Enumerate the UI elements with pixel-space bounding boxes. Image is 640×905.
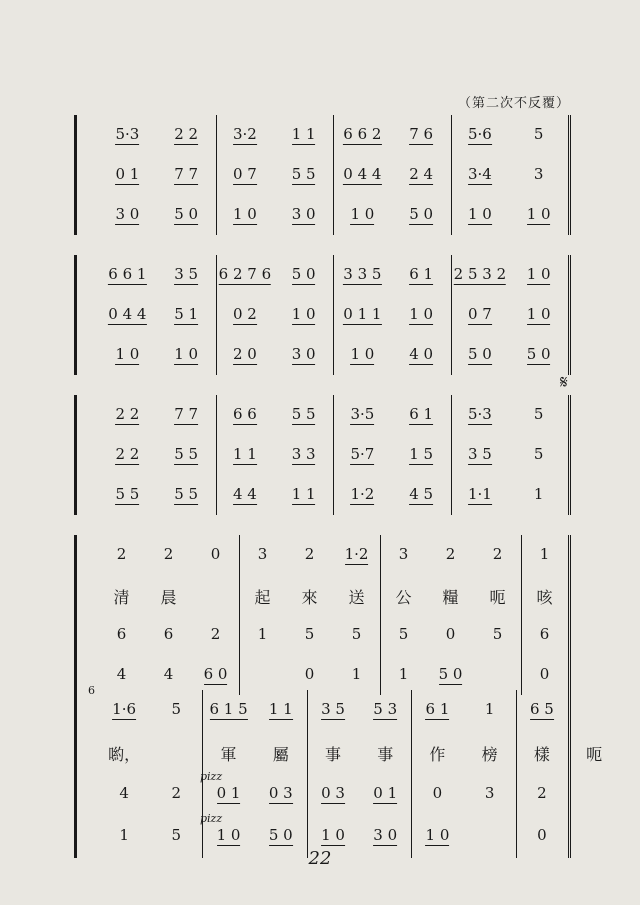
note-group: 1 bbox=[257, 625, 268, 643]
bar-line bbox=[307, 690, 308, 858]
note-group: 6 6 2 bbox=[343, 125, 382, 143]
note-group: 1·2 bbox=[350, 485, 375, 503]
note-group: 5 0 bbox=[438, 665, 463, 683]
score-system-4 bbox=[74, 535, 574, 695]
note-group: 5 0 bbox=[291, 265, 316, 283]
staff-row bbox=[74, 774, 574, 816]
score-system-2 bbox=[74, 255, 574, 375]
note-group: 0 1 bbox=[216, 784, 241, 802]
note-group: 3 5 bbox=[321, 700, 345, 718]
system-brace bbox=[74, 690, 82, 732]
final-bar-line bbox=[568, 115, 571, 235]
note-group: 1 bbox=[351, 665, 362, 683]
system-brace bbox=[74, 475, 82, 515]
note-group: 1 0 bbox=[350, 345, 375, 363]
note-group: 5 1 bbox=[174, 305, 199, 323]
note-group: 5 bbox=[304, 625, 315, 643]
bar-line bbox=[451, 395, 452, 515]
note-group: 2 bbox=[210, 625, 221, 643]
note-group: 5 bbox=[533, 405, 544, 423]
note-group: 1 1 bbox=[268, 700, 293, 718]
note-group: 5 0 bbox=[409, 205, 434, 223]
note-group: 3 3 5 bbox=[343, 265, 382, 283]
bar-line bbox=[451, 115, 452, 235]
staff-row bbox=[74, 295, 574, 335]
bar-line bbox=[411, 690, 412, 858]
note-group: 5 bbox=[533, 125, 544, 143]
score-system-3 bbox=[74, 395, 574, 515]
note-group: 6 5 bbox=[529, 700, 554, 718]
note-group: 4 5 bbox=[409, 485, 434, 503]
note-group: 2 5 3 2 bbox=[453, 265, 507, 283]
system-brace bbox=[74, 774, 82, 816]
note-group: 2 4 bbox=[409, 165, 434, 183]
note-group: 3 0 bbox=[373, 826, 398, 844]
note-group: 7 7 bbox=[174, 405, 199, 423]
note-group: 1 bbox=[119, 826, 129, 844]
staff-row bbox=[74, 155, 574, 195]
note-group: 5·3 bbox=[467, 405, 492, 423]
score-system-5 bbox=[74, 684, 603, 858]
score-system-1 bbox=[74, 115, 574, 235]
staff-row bbox=[74, 615, 574, 655]
note-group: 3 5 bbox=[174, 265, 199, 283]
bar-line bbox=[216, 115, 217, 235]
performance-remark: （第二次不反覆） bbox=[457, 96, 570, 111]
system-brace bbox=[74, 295, 82, 335]
note-group: 1 5 bbox=[409, 445, 434, 463]
note-group: 3·5 bbox=[350, 405, 375, 423]
lyric-syllable: 送 bbox=[348, 588, 365, 607]
note-group: 4 bbox=[119, 784, 129, 802]
note-group: 0 bbox=[432, 784, 443, 802]
lyric-syllable: 樣 bbox=[533, 745, 550, 764]
staff-row bbox=[74, 335, 574, 375]
note-group: 5 bbox=[398, 625, 409, 643]
note-group: 6 bbox=[539, 625, 550, 643]
system-brace bbox=[74, 615, 82, 655]
note-group: 5·6 bbox=[467, 125, 492, 143]
note-group: 3 0 bbox=[115, 205, 140, 223]
note-group: 6 1 5 bbox=[209, 700, 248, 718]
system-brace bbox=[74, 575, 82, 615]
lyric-syllable: 起 bbox=[254, 588, 271, 607]
note-group: 2 2 bbox=[174, 125, 199, 143]
note-group: 3·2 bbox=[232, 125, 257, 143]
staff-row bbox=[74, 575, 574, 615]
note-group: 0 bbox=[304, 665, 315, 683]
final-bar-line bbox=[568, 395, 571, 515]
note-group: 1 bbox=[533, 485, 544, 503]
note-group: 3 0 bbox=[291, 345, 316, 363]
system-brace bbox=[74, 195, 82, 235]
note-group: 5 5 bbox=[115, 485, 140, 503]
note-group: 1 0 bbox=[321, 826, 345, 844]
segno-sign: 𝄋 bbox=[560, 372, 568, 393]
system-brace bbox=[74, 155, 82, 195]
system-brace bbox=[74, 535, 82, 575]
note-group: 6 6 bbox=[232, 405, 257, 423]
note-group: 0 bbox=[210, 545, 221, 563]
note-group: 2 2 bbox=[115, 445, 140, 463]
staff-row bbox=[74, 435, 574, 475]
note-group: 1 0 bbox=[526, 205, 551, 223]
lyric-syllable: 呃 bbox=[586, 745, 603, 764]
bar-line bbox=[333, 395, 334, 515]
staff-row bbox=[74, 655, 574, 695]
note-group: 5 5 bbox=[291, 165, 316, 183]
note-group: 3 bbox=[257, 545, 268, 563]
note-group: 5 5 bbox=[291, 405, 316, 423]
note-group: 5·7 bbox=[350, 445, 375, 463]
lyric-syllable: 咳 bbox=[536, 588, 553, 607]
note-group: 1 0 bbox=[291, 305, 316, 323]
note-group: 0 7 bbox=[467, 305, 492, 323]
note-group: 0 bbox=[445, 625, 456, 643]
lyric-syllable: 晨 bbox=[160, 588, 177, 607]
lyric-syllable: 清 bbox=[113, 588, 130, 607]
note-group: 7 7 bbox=[174, 165, 199, 183]
pizz-marking: pizz bbox=[200, 812, 223, 825]
note-group: 5 bbox=[533, 445, 544, 463]
staff-row bbox=[74, 195, 574, 235]
note-group: 2 2 bbox=[115, 405, 140, 423]
note-group: 1 0 bbox=[467, 205, 492, 223]
system-brace bbox=[74, 395, 82, 435]
lyric-syllable: 呃 bbox=[489, 588, 506, 607]
note-group: 0 1 bbox=[115, 165, 140, 183]
bar-line bbox=[216, 255, 217, 375]
note-group: 3 5 bbox=[467, 445, 492, 463]
staff-row bbox=[74, 395, 574, 435]
note-group: 0 3 bbox=[268, 784, 293, 802]
note-group: 3 bbox=[484, 784, 495, 802]
note-group: 1 0 bbox=[409, 305, 434, 323]
note-group: 1 bbox=[398, 665, 409, 683]
final-bar-line bbox=[568, 255, 571, 375]
note-group: 1 bbox=[539, 545, 550, 563]
lyric-syllable: 公 bbox=[395, 588, 412, 607]
note-group: 1 0 bbox=[216, 826, 241, 844]
note-group: 2 bbox=[492, 545, 503, 563]
note-group: 5 0 bbox=[174, 205, 199, 223]
note-group: 1 bbox=[484, 700, 495, 718]
note-group: 5 3 bbox=[373, 700, 398, 718]
note-group: 5 bbox=[351, 625, 362, 643]
note-group: 1 0 bbox=[526, 265, 551, 283]
note-group: 1 0 bbox=[232, 205, 257, 223]
lyric-syllable: 來 bbox=[301, 588, 318, 607]
note-group: 6 1 bbox=[409, 405, 434, 423]
system-brace bbox=[74, 732, 82, 774]
final-bar-line bbox=[568, 690, 571, 858]
pizz-marking: pizz bbox=[200, 770, 223, 783]
note-group: 6 0 bbox=[203, 665, 228, 683]
final-bar-line bbox=[568, 535, 571, 695]
note-group: 5 0 bbox=[268, 826, 293, 844]
note-group: 4 bbox=[116, 665, 127, 683]
note-group: 1 1 bbox=[232, 445, 257, 463]
lyric-syllable: 糧 bbox=[442, 588, 459, 607]
lyric-syllable: 事 bbox=[377, 745, 394, 764]
note-group: 5 bbox=[171, 700, 182, 718]
note-group: 3 bbox=[533, 165, 544, 183]
note-group: 6 bbox=[163, 625, 174, 643]
note-group: 0 3 bbox=[321, 784, 345, 802]
grace-note: 6 bbox=[88, 684, 95, 697]
note-group: 0 4 4 bbox=[108, 305, 147, 323]
note-group: 1 0 bbox=[115, 345, 140, 363]
note-group: 0 bbox=[537, 826, 547, 844]
note-group: 1·2 bbox=[344, 545, 369, 563]
note-group: 4 bbox=[163, 665, 174, 683]
note-group: 1 0 bbox=[174, 345, 199, 363]
note-group: 5 0 bbox=[526, 345, 551, 363]
note-group: 6 1 bbox=[409, 265, 434, 283]
note-group: 1·6 bbox=[112, 700, 137, 718]
note-group: 5 5 bbox=[174, 485, 199, 503]
note-group: 1 0 bbox=[425, 826, 450, 844]
note-group: 3·4 bbox=[467, 165, 492, 183]
staff-row bbox=[74, 535, 574, 575]
bar-line bbox=[216, 395, 217, 515]
lyric-syllable: 作 bbox=[429, 745, 446, 764]
note-group: 2 bbox=[304, 545, 315, 563]
note-group: 5 bbox=[492, 625, 503, 643]
lyric-syllable: 軍 bbox=[220, 745, 237, 764]
lyric-syllable: 榜 bbox=[481, 745, 498, 764]
bar-line bbox=[380, 535, 381, 695]
note-group: 2 0 bbox=[232, 345, 257, 363]
note-group: 5·3 bbox=[115, 125, 140, 143]
note-group: 6 2 7 6 bbox=[218, 265, 272, 283]
note-group: 7 6 bbox=[409, 125, 434, 143]
note-group: 4 0 bbox=[409, 345, 434, 363]
note-group: 2 bbox=[445, 545, 456, 563]
note-group: 4 4 bbox=[232, 485, 257, 503]
bar-line bbox=[451, 255, 452, 375]
staff-row bbox=[74, 732, 603, 774]
note-group: 1 1 bbox=[291, 125, 316, 143]
staff-row bbox=[74, 690, 574, 732]
bar-line bbox=[516, 690, 517, 858]
note-group: 2 bbox=[163, 545, 174, 563]
note-group: 0 7 bbox=[232, 165, 257, 183]
note-group: 6 6 1 bbox=[108, 265, 147, 283]
note-group: 1·1 bbox=[467, 485, 492, 503]
note-group: 5 5 bbox=[174, 445, 199, 463]
note-group: 1 0 bbox=[350, 205, 375, 223]
note-group: 2 bbox=[537, 784, 547, 802]
note-group: 6 bbox=[116, 625, 127, 643]
lyric-syllable: 喲， bbox=[108, 745, 141, 764]
staff-row bbox=[74, 255, 574, 295]
bar-line bbox=[239, 535, 240, 695]
note-group: 0 1 bbox=[373, 784, 398, 802]
bar-line bbox=[333, 255, 334, 375]
lyric-syllable: 屬 bbox=[272, 745, 289, 764]
note-group: 3 bbox=[398, 545, 409, 563]
note-group: 0 1 1 bbox=[343, 305, 382, 323]
note-group: 5 bbox=[171, 826, 182, 844]
note-group: 6 1 bbox=[425, 700, 450, 718]
system-brace bbox=[74, 655, 82, 695]
note-group: 1 0 bbox=[526, 305, 551, 323]
lyric-syllable: 事 bbox=[324, 745, 342, 764]
note-group: 5 0 bbox=[467, 345, 492, 363]
note-group: 3 3 bbox=[291, 445, 316, 463]
note-group: 0 bbox=[539, 665, 550, 683]
bar-line bbox=[333, 115, 334, 235]
note-group: 1 1 bbox=[291, 485, 316, 503]
system-brace bbox=[74, 255, 82, 295]
bar-line bbox=[521, 535, 522, 695]
page-number: 22 bbox=[308, 848, 332, 869]
staff-row bbox=[74, 475, 574, 515]
note-group: 0 2 bbox=[232, 305, 257, 323]
staff-row bbox=[74, 115, 574, 155]
note-group: 0 4 4 bbox=[343, 165, 382, 183]
note-group: 2 bbox=[171, 784, 182, 802]
system-brace bbox=[74, 115, 82, 155]
system-brace bbox=[74, 335, 82, 375]
note-group: 3 0 bbox=[291, 205, 316, 223]
system-brace bbox=[74, 435, 82, 475]
note-group: 2 bbox=[116, 545, 127, 563]
